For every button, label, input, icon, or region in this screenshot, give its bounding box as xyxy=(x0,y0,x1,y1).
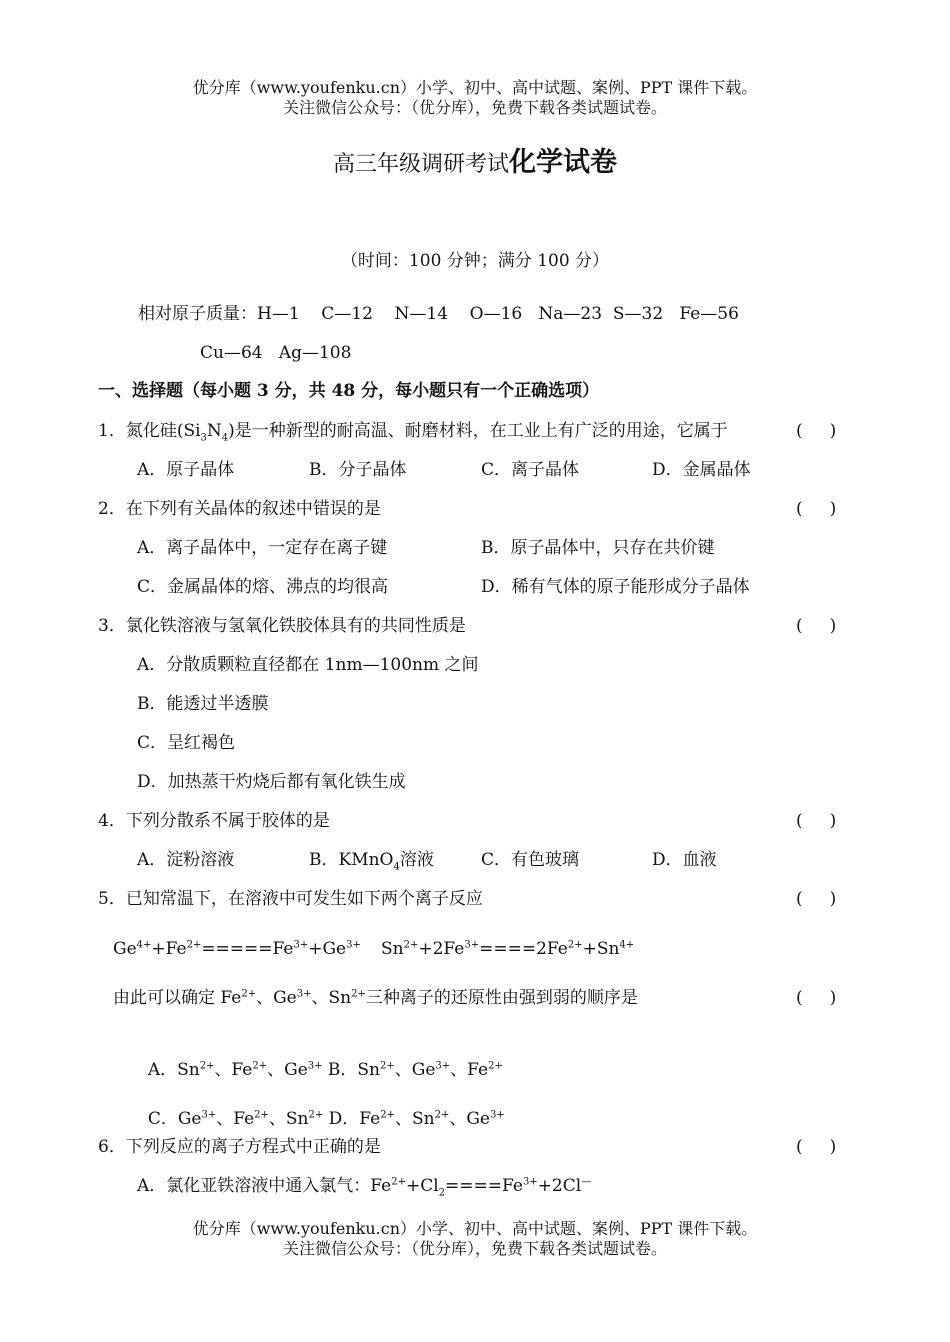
q2-answer-paren: ( ) xyxy=(796,499,837,519)
q1-sub-2: 4 xyxy=(221,432,229,444)
q6-a-a: A．氯化亚铁溶液中通入氯气：Fe xyxy=(137,1176,392,1196)
q2-option-c: C．金属晶体的熔、沸点的均很高 xyxy=(137,577,389,597)
q1-answer-paren: ( ) xyxy=(796,421,837,441)
eq2-b-sup: 3+ xyxy=(464,939,480,951)
q5-equation-1 xyxy=(113,938,361,960)
q5-a-c-sup: 3+ xyxy=(307,1060,323,1072)
footer-line-2: 关注微信公众号：（优分库），免费下载各类试题试卷。 xyxy=(282,1239,667,1258)
q1-option-b: B．分子晶体 xyxy=(309,460,407,480)
q5-d-a-sup: 2+ xyxy=(380,1109,395,1121)
q2-option-d: D．稀有气体的原子能形成分子晶体 xyxy=(481,577,750,597)
q5-c-c-sup: 2+ xyxy=(308,1109,324,1121)
eq2-a-sup: 2+ xyxy=(403,939,419,951)
eq1-a: Ge xyxy=(113,939,137,959)
q6-a-a-sup: 2+ xyxy=(391,1176,406,1188)
q5-a-b-sup: 2+ xyxy=(252,1060,268,1072)
atomic-mass-line-1: 相对原子质量：H—1 C—12 N—14 O—16 Na—23 S—32 Fe—56 xyxy=(138,304,739,324)
q6-a-d-sup: — xyxy=(581,1176,592,1188)
eq2-d-sup: 4+ xyxy=(619,939,635,951)
section-heading: 一、选择题（每小题 3 分，共 48 分，每小题只有一个正确选项） xyxy=(98,381,600,401)
q6-a-b-sub: 2 xyxy=(438,1187,446,1199)
q4-option-c: C．有色玻璃 xyxy=(481,850,580,870)
eq2-a: Sn xyxy=(381,939,404,959)
q1-option-d: D．金属晶体 xyxy=(652,460,751,480)
eq2-b: +2Fe xyxy=(418,939,465,959)
q5-c-c: 、Sn xyxy=(268,1109,309,1129)
q3-option-b: B．能透过半透膜 xyxy=(137,694,269,714)
q1-option-c: C．离子晶体 xyxy=(481,460,580,480)
q5-d-b-sup: 2+ xyxy=(434,1109,450,1121)
q5-options-ab xyxy=(137,1037,503,1081)
q5-options-cd xyxy=(137,1086,505,1130)
q5-d-b: 、Sn xyxy=(394,1109,435,1129)
q1-text-a: 1．氮化硅(Si xyxy=(98,421,201,441)
footer-line-1: 优分库（www.youfenku.cn）小学、初中、高中试题、案例、PPT 课件下载。 xyxy=(192,1219,758,1238)
question-6: 6．下列反应的离子方程式中正确的是 xyxy=(98,1137,381,1157)
q5-b-a: B．Sn xyxy=(322,1060,381,1080)
q3-answer-paren: ( ) xyxy=(796,616,837,636)
q5-q-a-sup: 2+ xyxy=(241,988,257,1000)
title-part-2: 化学试卷 xyxy=(509,147,617,178)
q6-a-c-sup: 3+ xyxy=(522,1176,538,1188)
q5-equation-2 xyxy=(381,938,634,960)
q5-b-c-sup: 2+ xyxy=(488,1060,503,1072)
eq1-a-sup: 4+ xyxy=(136,939,152,951)
q3-option-a: A．分散质颗粒直径都在 1nm—100nm 之间 xyxy=(137,655,479,675)
q5-q-b: 、Ge xyxy=(256,988,297,1008)
header-line-1: 优分库（www.youfenku.cn）小学、初中、高中试题、案例、PPT 课件下载。 xyxy=(192,78,758,97)
q6-answer-paren: ( ) xyxy=(796,1137,837,1157)
q6-a-c: ====Fe xyxy=(445,1176,523,1196)
question-4: 4．下列分散系不属于胶体的是 xyxy=(98,811,330,831)
q5-q-c-sup: 2+ xyxy=(351,988,366,1000)
q3-option-c: C．呈红褐色 xyxy=(137,733,236,753)
q1-sub-1: 3 xyxy=(200,432,207,444)
q5-question-paren: ( ) xyxy=(796,988,837,1008)
q5-c-b-sup: 2+ xyxy=(254,1109,269,1121)
q4-answer-paren: ( ) xyxy=(796,811,837,831)
q5-a-b: 、Fe xyxy=(214,1060,253,1080)
q4-option-b xyxy=(309,849,434,871)
q5-c-a: C．Ge xyxy=(147,1109,202,1129)
eq1-d: +Ge xyxy=(308,939,347,959)
q5-d-c: 、Ge xyxy=(449,1109,490,1129)
q1-option-a: A．原子晶体 xyxy=(137,460,235,480)
eq1-b-sup: 2+ xyxy=(186,939,202,951)
q5-c-b: 、Fe xyxy=(216,1109,255,1129)
q5-b-c: 、Fe xyxy=(450,1060,489,1080)
q5-q-c: 、Sn xyxy=(311,988,352,1008)
q2-option-a: A．离子晶体中，一定存在离子键 xyxy=(137,538,388,558)
q1-text-c: )是一种新型的耐高温、耐磨材料，在工业上有广泛的用途，它属于 xyxy=(228,421,728,441)
q5-a-a: A．Sn xyxy=(147,1060,200,1080)
eq2-d: +Sn xyxy=(582,939,620,959)
eq1-c-sup: 3+ xyxy=(293,939,309,951)
q5-c-a-sup: 3+ xyxy=(201,1109,217,1121)
q6-option-a xyxy=(137,1175,591,1197)
q5-d-a: D．Fe xyxy=(323,1109,381,1129)
question-1 xyxy=(98,420,728,442)
eq1-b: +Fe xyxy=(151,939,187,959)
q4-option-b-sub: 4 xyxy=(393,861,400,873)
q4-option-a: A．淀粉溶液 xyxy=(137,850,235,870)
time-info: （时间：100 分钟；满分 100 分） xyxy=(340,251,610,271)
q5-a-c: 、Ge xyxy=(267,1060,308,1080)
eq1-d-sup: 3+ xyxy=(346,939,361,951)
q5-d-c-sup: 3+ xyxy=(489,1109,505,1121)
q5-b-b-sup: 3+ xyxy=(435,1060,451,1072)
q5-b-a-sup: 2+ xyxy=(380,1060,395,1072)
q1-text-b: N xyxy=(206,421,222,441)
q5-b-b: 、Ge xyxy=(394,1060,436,1080)
eq1-c: =====Fe xyxy=(201,939,294,959)
page-title xyxy=(0,140,950,179)
atomic-mass-line-2: Cu—64 Ag—108 xyxy=(200,343,352,363)
title-part-1: 高三年级调研考试 xyxy=(332,152,509,177)
question-3: 3．氯化铁溶液与氢氧化铁胶体具有的共同性质是 xyxy=(98,616,466,636)
q4-option-d: D．血液 xyxy=(652,850,717,870)
question-5: 5．已知常温下，在溶液中可发生如下两个离子反应 xyxy=(98,889,483,909)
q4-option-b-text: B．KMnO xyxy=(309,850,394,870)
q5-q-d: 三种离子的还原性由强到弱的顺序是 xyxy=(365,988,638,1008)
q2-option-b: B．原子晶体中，只存在共价键 xyxy=(481,538,715,558)
q5-a-a-sup: 2+ xyxy=(199,1060,215,1072)
q6-a-d: +2Cl xyxy=(537,1176,582,1196)
q4-option-b-suffix: 溶液 xyxy=(399,850,434,870)
header-line-2: 关注微信公众号：（优分库），免费下载各类试题试卷。 xyxy=(282,98,667,117)
q5-q-b-sup: 3+ xyxy=(296,988,312,1000)
eq2-c: ====2Fe xyxy=(479,939,568,959)
q5-question xyxy=(113,987,638,1009)
question-2: 2．在下列有关晶体的叙述中错误的是 xyxy=(98,499,381,519)
q5-q-a: 由此可以确定 Fe xyxy=(113,988,242,1008)
eq2-c-sup: 2+ xyxy=(567,939,583,951)
q3-option-d: D．加热蒸干灼烧后都有氧化铁生成 xyxy=(137,772,406,792)
q5-answer-paren: ( ) xyxy=(796,889,837,909)
q6-a-b: +Cl xyxy=(405,1176,439,1196)
